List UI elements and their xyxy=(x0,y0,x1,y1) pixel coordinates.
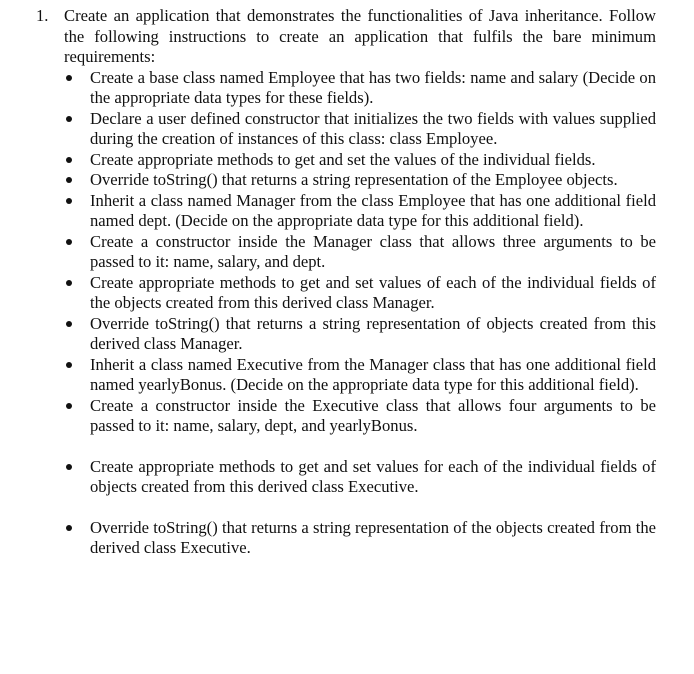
bullet-icon xyxy=(66,525,72,531)
bullet-icon xyxy=(66,464,72,470)
bullet-icon xyxy=(66,177,72,183)
list-item-text: Declare a user defined constructor that initializes the two fields with values supplied during the creation of instances of this class: class Employee. xyxy=(90,108,656,148)
list-item xyxy=(64,232,656,273)
list-item xyxy=(64,191,656,232)
document-body xyxy=(0,6,694,559)
list-item xyxy=(64,150,656,171)
list-item xyxy=(64,273,656,314)
bullet-icon xyxy=(66,116,72,122)
question-1 xyxy=(0,6,694,559)
bullet-icon xyxy=(66,280,72,286)
bullet-icon xyxy=(66,198,72,204)
bullet-icon xyxy=(66,239,72,245)
bullet-icon xyxy=(66,362,72,368)
list-item-text: Override toString() that returns a string representation of the Employee objects. xyxy=(90,170,618,189)
list-item xyxy=(64,68,656,109)
list-item xyxy=(64,314,656,355)
list-item xyxy=(64,457,656,498)
question-number: 1. xyxy=(36,6,49,25)
list-item-text: Create appropriate methods to get and set values for each of the individual fields of objects created from this derived class Executive. xyxy=(90,456,656,496)
list-item xyxy=(64,109,656,150)
question-intro: Create an application that demonstrates the functionalities of Java inheritance. Follow the following instructions to create an application that fulfils the bare minimum requirements: xyxy=(64,6,656,66)
list-item xyxy=(64,518,656,559)
list-item-text: Create a constructor inside the Executive class that allows four arguments to be passed to it: name, salary, dept, and yearlyBonus. xyxy=(90,395,656,435)
list-item-text: Create appropriate methods to get and set the values of the individual fields. xyxy=(90,149,596,169)
list-item xyxy=(64,355,656,396)
list-item xyxy=(64,396,656,437)
list-item-text: Create a constructor inside the Manager class that allows three arguments to be passed to it: name, salary, and dept. xyxy=(90,231,656,271)
list-item-text: Create a base class named Employee that has two fields: name and salary (Decide on the appropriate data types for these fields). xyxy=(90,67,656,107)
list-item-text: Create appropriate methods to get and set values of each of the individual fields of the objects created from this derived class Manager. xyxy=(90,272,656,312)
bullet-icon xyxy=(66,157,72,163)
list-item-text: Override toString() that returns a string representation of the objects created from the derived class Executive. xyxy=(90,517,656,557)
bullet-icon xyxy=(66,403,72,409)
bullet-icon xyxy=(66,75,72,81)
requirements-list xyxy=(64,68,656,559)
list-item-text: Inherit a class named Executive from the Manager class that has one additional field named yearlyBonus. (Decide on the appropriate data type for this additional field). xyxy=(90,354,656,394)
list-item xyxy=(64,170,656,191)
list-item-text: Override toString() that returns a string representation of objects created from this derived class Manager. xyxy=(90,313,656,353)
bullet-icon xyxy=(66,321,72,327)
list-item-text: Inherit a class named Manager from the class Employee that has one additional field named dept. (Decide on the appropriate data type for this additional field). xyxy=(90,190,656,230)
